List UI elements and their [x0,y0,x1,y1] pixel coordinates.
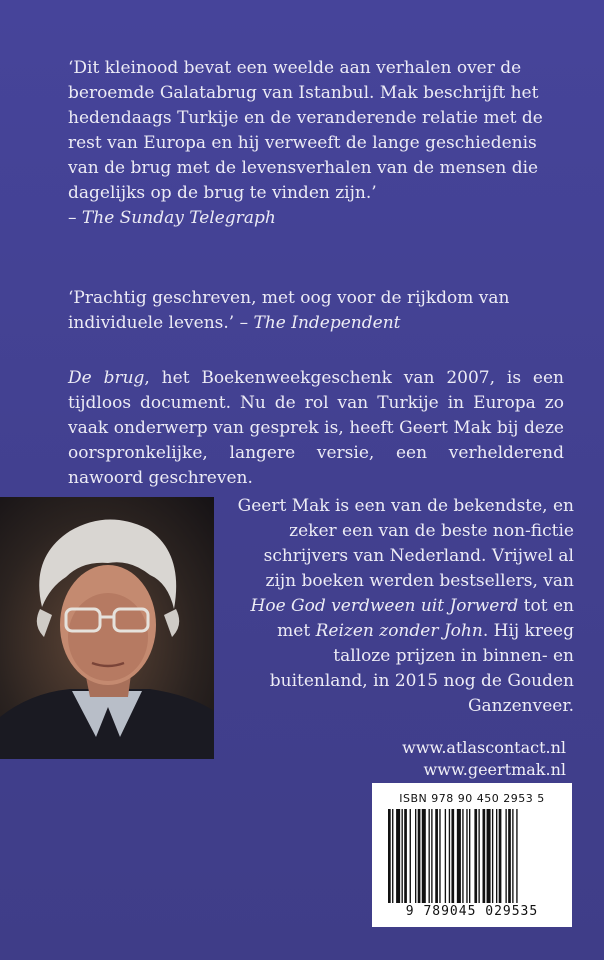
barcode-bar [415,809,416,903]
description-body: , het Boekenweekgeschenk van 2007, is een tijdloos document. Nu de rol van Turkije in Europa zo vaak onderwerp van gesprek is, heeft Geert Mak bij deze oorspronkelijke, langere versie, een verhelderend nawoord geschreven. [68,368,564,488]
barcode-bar [478,809,479,903]
barcode-bar [392,809,393,903]
bio-text [234,494,574,719]
barcode-bar [516,809,517,903]
barcode-bar [499,809,502,903]
quote-body: ‘Prachtig geschreven, met oog voor de rijkdom van individuele levens.’ [68,288,510,333]
barcode-bar [505,809,506,903]
barcode-bar [388,809,391,903]
bio-part: Geert Mak is een van de bekendste, en zeker een van de beste non-fictie schrijvers van Nederland. Vrijwel al zijn boeken werden bestsellers, van [237,496,574,591]
publisher-urls [402,737,566,781]
barcode-bar [508,809,511,903]
url-geertmak: www.geertmak.nl [423,760,566,779]
review-quote-independent [68,286,564,336]
barcode-bar [487,809,491,903]
book-title-jorwerd: Hoe God verdween uit Jorwerd [250,596,519,616]
author-photo [0,497,214,759]
barcode-bar [466,809,467,903]
book-title: De brug [68,368,145,388]
barcode-bar [462,809,463,903]
barcode-bar [445,809,446,903]
barcode-bars [386,809,564,903]
barcode-bar [404,809,407,903]
bio-part: tot en met [277,596,574,641]
book-title-reizen: Reizen zonder John [315,621,483,641]
barcode-bar [469,809,470,903]
barcode-bar [512,809,513,903]
quote-attribution [68,206,564,231]
barcode-digits: 9 789045 029535 [405,904,539,919]
barcode-bar [439,809,440,903]
barcode-bar [435,809,438,903]
barcode-bar [431,809,432,903]
barcode-bar [410,809,411,903]
barcode-bar [449,809,450,903]
author-bio [234,494,574,719]
barcode-bar [483,809,486,903]
isbn-barcode [372,783,572,927]
quote-text [68,286,564,336]
barcode-bar [492,809,493,903]
attribution-source: The Sunday Telegraph [81,208,276,228]
barcode-bar [418,809,421,903]
book-description [68,366,564,491]
attribution-dash: – [239,313,254,333]
barcode-bar [496,809,497,903]
description-text [68,366,564,491]
barcode-bar [402,809,403,903]
attribution-dash: – [68,208,82,228]
barcode-bar [474,809,477,903]
barcode-bar [396,809,400,903]
barcode-bar [457,809,461,903]
isbn-label: ISBN 978 90 450 2953 5 [399,792,545,805]
attribution-source: The Independent [253,313,401,333]
barcode-bar [451,809,454,903]
url-atlascontact: www.atlascontact.nl [402,738,566,757]
review-quote-telegraph [68,56,564,231]
quote-text: ‘Dit kleinood bevat een weelde aan verhalen over de beroemde Galatabrug van Istanbul. Mak beschrijft het hedendaags Turkije en de veranderende relatie met de rest van Europa en hij verweeft de lange geschiedenis van de brug met de levensverhalen van de mensen die dagelijks op de brug te vinden zijn.’ [68,58,543,203]
barcode-bar [422,809,426,903]
barcode-bar [429,809,430,903]
bio-part: . Hij kreeg talloze prijzen in binnen- en buitenland, in 2015 nog de Gouden Ganzenveer. [269,621,574,716]
